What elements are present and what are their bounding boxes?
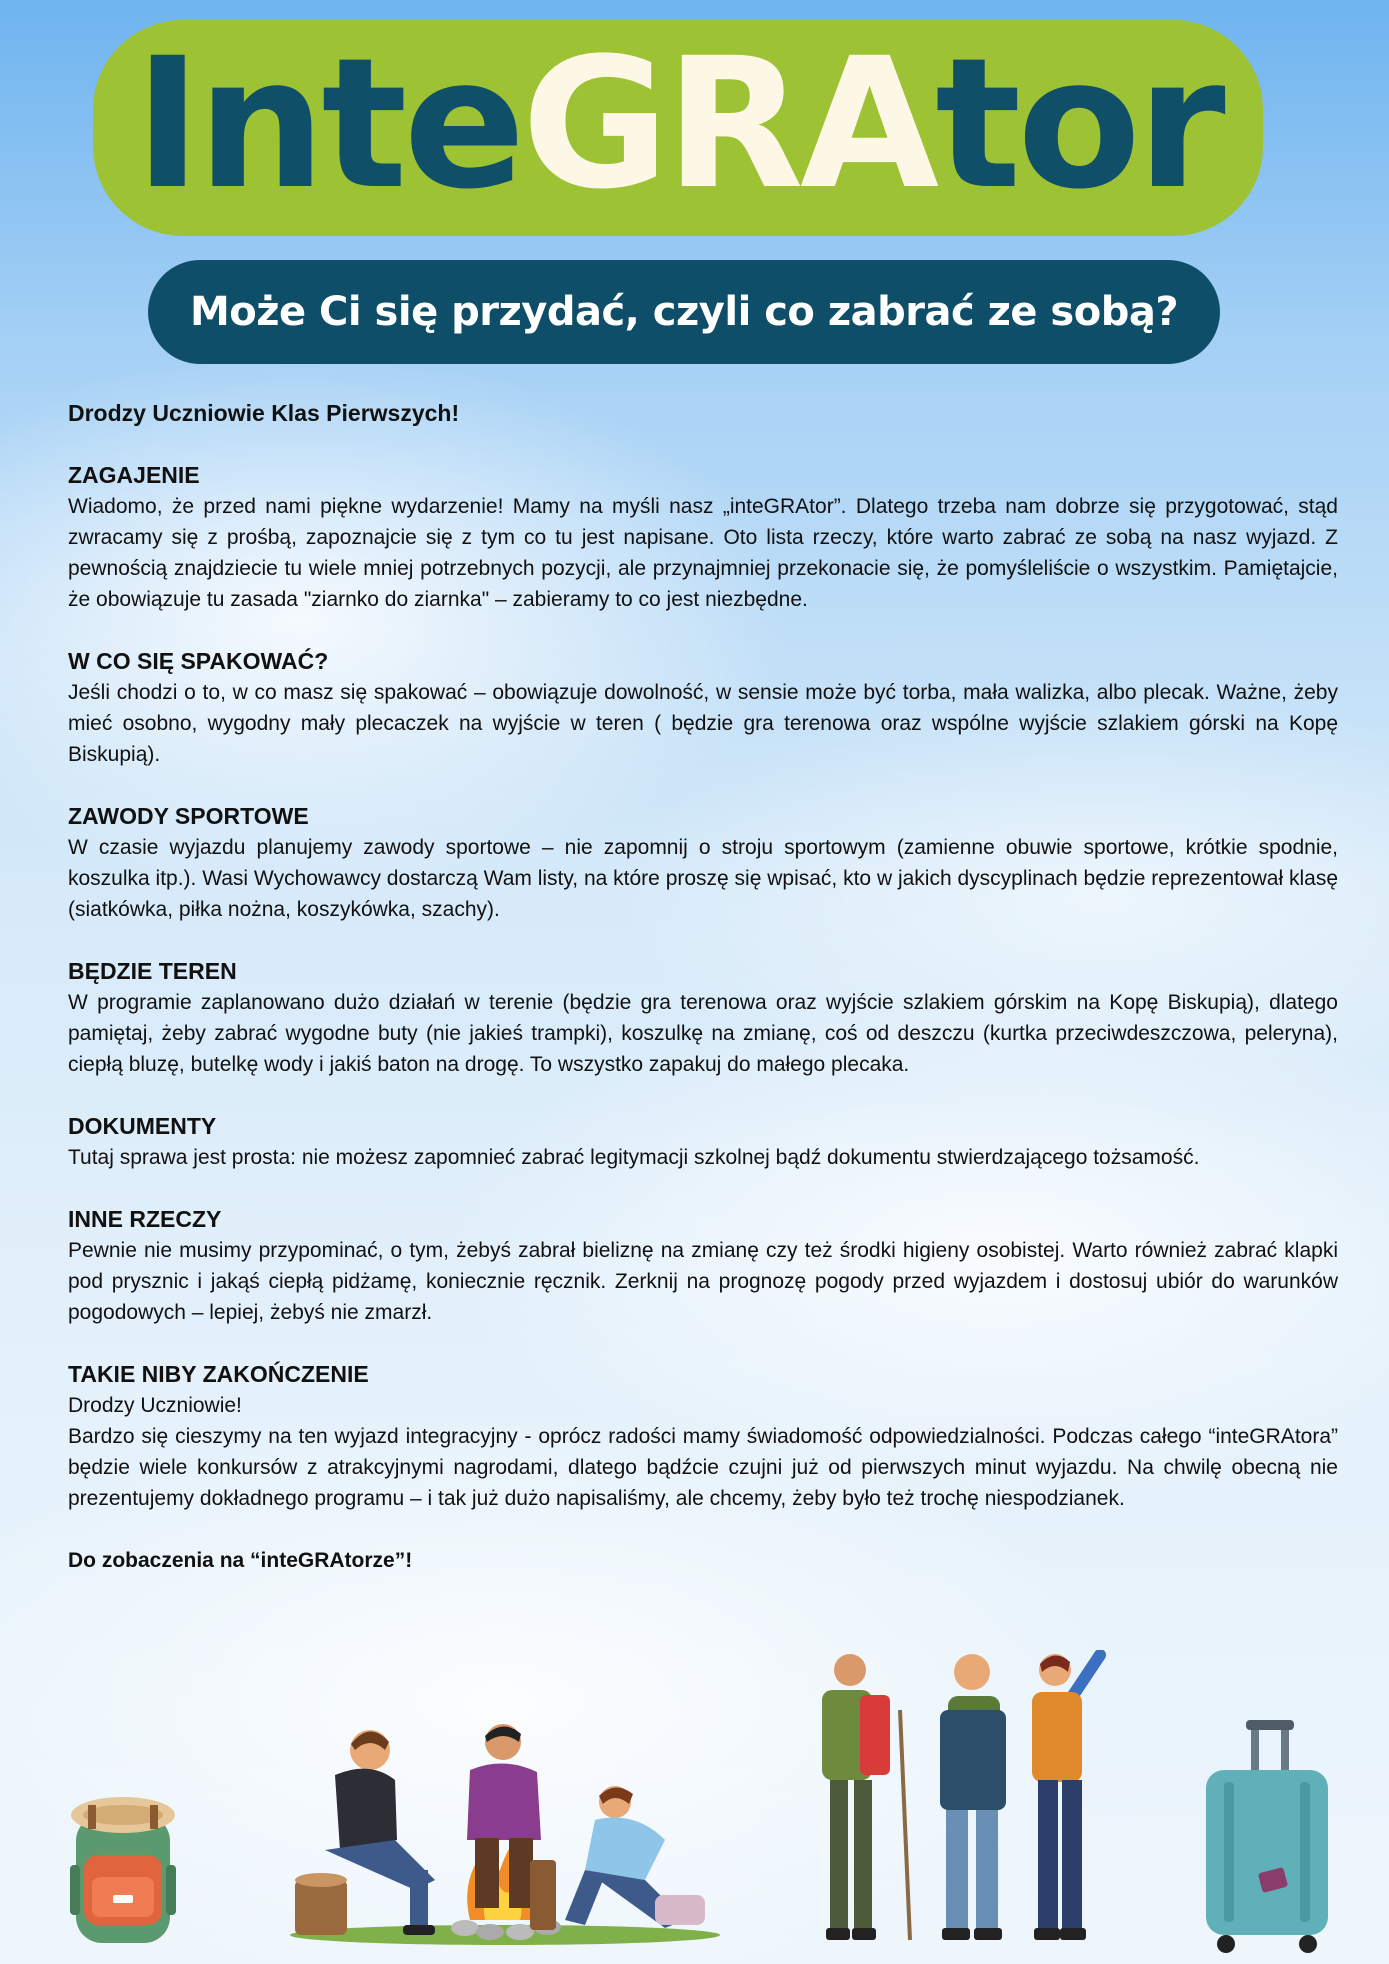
- section-heading: TAKIE NIBY ZAKOŃCZENIE: [68, 1361, 369, 1387]
- section-ending: [68, 1359, 1338, 1514]
- section-documents: [68, 1111, 1338, 1173]
- subtitle-banner: [148, 260, 1220, 364]
- section-heading: ZAGAJENIE: [68, 462, 200, 488]
- section-terrain: [68, 956, 1338, 1080]
- letter-body: [68, 398, 1338, 1576]
- section-packing: [68, 646, 1338, 770]
- suitcase-icon: [1196, 1720, 1336, 1958]
- hikers-illustration: [800, 1650, 1120, 1952]
- title-part-inte: Inte: [134, 20, 522, 229]
- page-title: [134, 20, 1222, 229]
- section-paragraph: Drodzy Uczniowie!: [68, 1394, 242, 1417]
- section-heading: W CO SIĘ SPAKOWAĆ?: [68, 648, 329, 674]
- title-banner: [93, 20, 1263, 236]
- title-part-tor: tor: [935, 20, 1222, 229]
- section-paragraph: W czasie wyjazdu planujemy zawody sportowe – nie zapomnij o stroju sportowym (zamienne obuwie sportowe, krótkie spodnie, koszulka itp.). Wasi Wychowawcy dostarczą Wam listy, na które proszę się wpisać, kto w jakich dyscyplinach będzie reprezentował klasę (siatkówka, piłka nożna, koszykówka, szachy).: [68, 836, 1339, 921]
- greeting: Drodzy Uczniowie Klas Pierwszych!: [68, 400, 460, 426]
- section-paragraph: Jeśli chodzi o to, w co masz się spakować – obowiązuje dowolność, w sensie może być torba, mała walizka, albo plecak. Ważne, żeby mieć osobno, wygodny mały plecaczek na wyjście w teren ( będzie gra terenowa oraz wspólne wyjście szlakiem górski na Kopę Biskupią).: [68, 681, 1338, 766]
- backpack-icon: [58, 1785, 188, 1950]
- section-sports: [68, 801, 1338, 925]
- section-heading: DOKUMENTY: [68, 1113, 217, 1139]
- closing-line: Do zobaczenia na “inteGRAtorze”!: [68, 1549, 413, 1572]
- section-paragraph: Bardzo się cieszymy na ten wyjazd integracyjny - oprócz radości mamy świadomość odpowiedzialności. Podczas całego “inteGRAtora” będzie wiele konkursów z atrakcyjnymi nagrodami, dlatego bądźcie czujni już od pierwszych minut wyjazdu. Na chwilę obecną nie prezentujemy dokładnego programu – i tak już dużo napisaliśmy, ale chcemy, żeby było też trochę niespodzianek.: [68, 1425, 1338, 1510]
- section-heading: INNE RZECZY: [68, 1206, 222, 1232]
- subtitle: Może Ci się przydać, czyli co zabrać ze sobą?: [189, 289, 1179, 335]
- section-heading: ZAWODY SPORTOWE: [68, 803, 309, 829]
- section-paragraph: Wiadomo, że przed nami piękne wydarzenie! Mamy na myśli nasz „inteGRAtor”. Dlatego trzeba nam dobrze się przygotować, stąd zwracamy się z prośbą, zapoznajcie się z tym co tu jest napisane. Oto lista rzeczy, które warto zabrać ze sobą na nasz wyjazd. Z pewnością znajdziecie tu wiele mniej potrzebnych pozycji, ale przynajmniej przekonacie się, że pomyśleliście o wszystkim. Pamiętajcie, że obowiązuje tu zasada "ziarnko do ziarnka" – zabieramy to co jest niezbędne.: [68, 495, 1338, 611]
- section-paragraph: Pewnie nie musimy przypominać, o tym, żebyś zabrał bieliznę na zmianę czy też środki higieny osobistej. Warto również zabrać klapki pod prysznic i jakąś ciepłą pidżamę, koniecznie ręcznik. Zerknij na prognozę pogody przed wyjazdem i dostosuj ubiór do warunków pogodowych – lepiej, żebyś nie zmarzł.: [68, 1239, 1338, 1324]
- section-zagajenie: [68, 460, 1338, 615]
- campfire-group-illustration: [285, 1720, 725, 1952]
- title-part-gra: GRA: [521, 20, 936, 229]
- section-paragraph: Tutaj sprawa jest prosta: nie możesz zapomnieć zabrać legitymacji szkolnej bądź dokumentu stwierdzającego tożsamość.: [68, 1146, 1200, 1169]
- section-other: [68, 1204, 1338, 1328]
- section-heading: BĘDZIE TEREN: [68, 958, 237, 984]
- section-paragraph: W programie zaplanowano dużo działań w terenie (będzie gra terenowa oraz wyjście szlakiem górskim na Kopę Biskupią), dlatego pamiętaj, żeby zabrać wygodne buty (nie jakieś trampki), koszulkę na zmianę, coś od deszczu (kurtka przeciwdeszczowa, peleryna), ciepłą bluzę, butelkę wody i jakiś baton na drogę. To wszystko zapakuj do małego plecaka.: [68, 991, 1338, 1076]
